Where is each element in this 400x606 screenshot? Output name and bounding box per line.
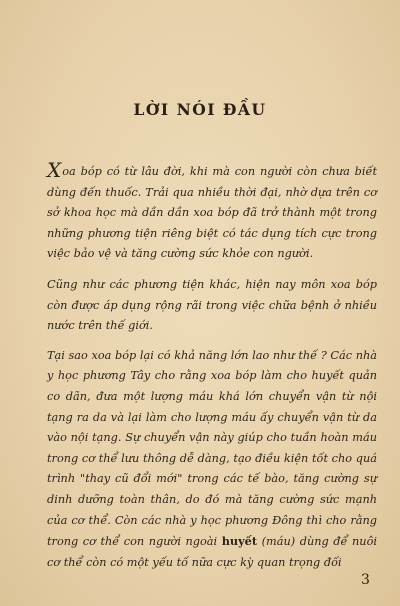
body-text bbox=[47, 160, 377, 581]
drop-cap-letter: X bbox=[47, 158, 62, 182]
paragraph-2-text: Cũng như các phương tiện khác, hiện nay môn xoa bóp còn được áp dụng rộng rãi trong việc chữa bệnh ở nhiều nước trên thế giới. bbox=[47, 277, 377, 333]
paragraph-2 bbox=[47, 275, 377, 337]
paragraph-3-text-before: Tại sao xoa bóp lại có khả năng lớn lao như thế ? Các nhà y học phương Tây cho rằng xoa bóp làm cho huyết quản co dãn, đưa một lượng máu khá lớn chuyển vận từ nội tạng ra da và lại làm cho lượng máu ấy chuyển vận từ da vào nội tạng. Sự chuyển vận này giúp cho tuần hoàn máu trong cơ thể lưu thông dễ dàng, tạo điều kiện tốt cho quá trình "thay cũ đổi mới" trong các tế bào, tăng cường sự dinh dưỡng toàn thân, do đó mà tăng cường sức mạnh của cơ thể. Còn các nhà y học phương Đông thì cho rằng trong cơ thể con người ngoài bbox=[47, 348, 377, 549]
paragraph-3 bbox=[47, 346, 377, 574]
paragraph-3-emphasis: huyết bbox=[221, 534, 258, 549]
paragraph-3-text-after: (máu) dùng để nuôi cơ thể còn có một yếu tố nữa cực kỳ quan trọng đối bbox=[47, 535, 377, 569]
paragraph-1 bbox=[47, 160, 377, 265]
page-number: 3 bbox=[361, 572, 370, 588]
paragraph-1-text: oa bóp có từ lâu đời, khi mà con người còn chưa biết dùng đến thuốc. Trải qua nhiều thời đại, nhờ dựa trên cơ sở khoa học mà dần dần xoa bóp đã trở thành một trong những phương tiện riêng biệt có tác dụng tích cực trong việc bảo vệ và tăng cường sức khỏe con người. bbox=[47, 165, 377, 261]
page-heading: LỜI NÓI ĐẦU bbox=[133, 100, 267, 119]
